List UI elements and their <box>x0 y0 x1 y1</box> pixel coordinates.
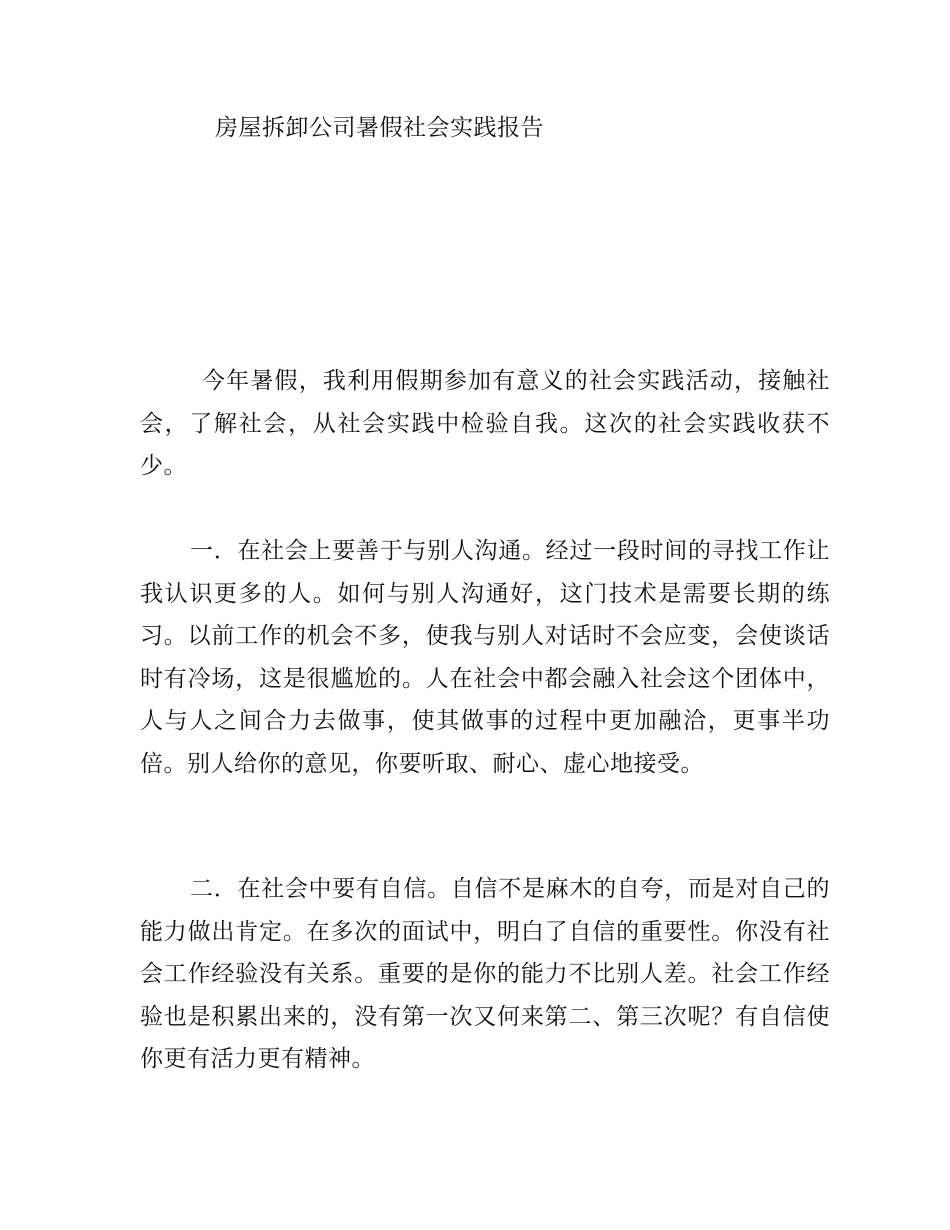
paragraph-communication: 一．在社会上要善于与别人沟通。经过一段时间的寻找工作让我认识更多的人。如何与别人沟通好，这门技术是需要长期的练习。以前工作的机会不多，使我与别人对话时不会应变，会使谈话时有冷场，这是很尴尬的。人在社会中都会融入社会这个团体中，人与人之间合力去做事，使其做事的过程中更加融洽，更事半功倍。别人给你的意见，你要听取、耐心、虚心地接受。 <box>140 538 830 777</box>
document-title: 房屋拆卸公司暑假社会实践报告 <box>215 115 544 141</box>
paragraph-confidence: 二．在社会中要有自信。自信不是麻木的自夸，而是对自己的能力做出肯定。在多次的面试中，明白了自信的重要性。你没有社会工作经验没有关系。重要的是你的能力不比别人差。社会工作经验也是积累出来的，没有第一次又何来第二、第三次呢？有自信使你更有活力更有精神。 <box>140 876 830 1072</box>
paragraph-intro: 今年暑假，我利用假期参加有意义的社会实践活动，接触社会，了解社会，从社会实践中检验自我。这次的社会实践收获不少。 <box>140 368 830 479</box>
